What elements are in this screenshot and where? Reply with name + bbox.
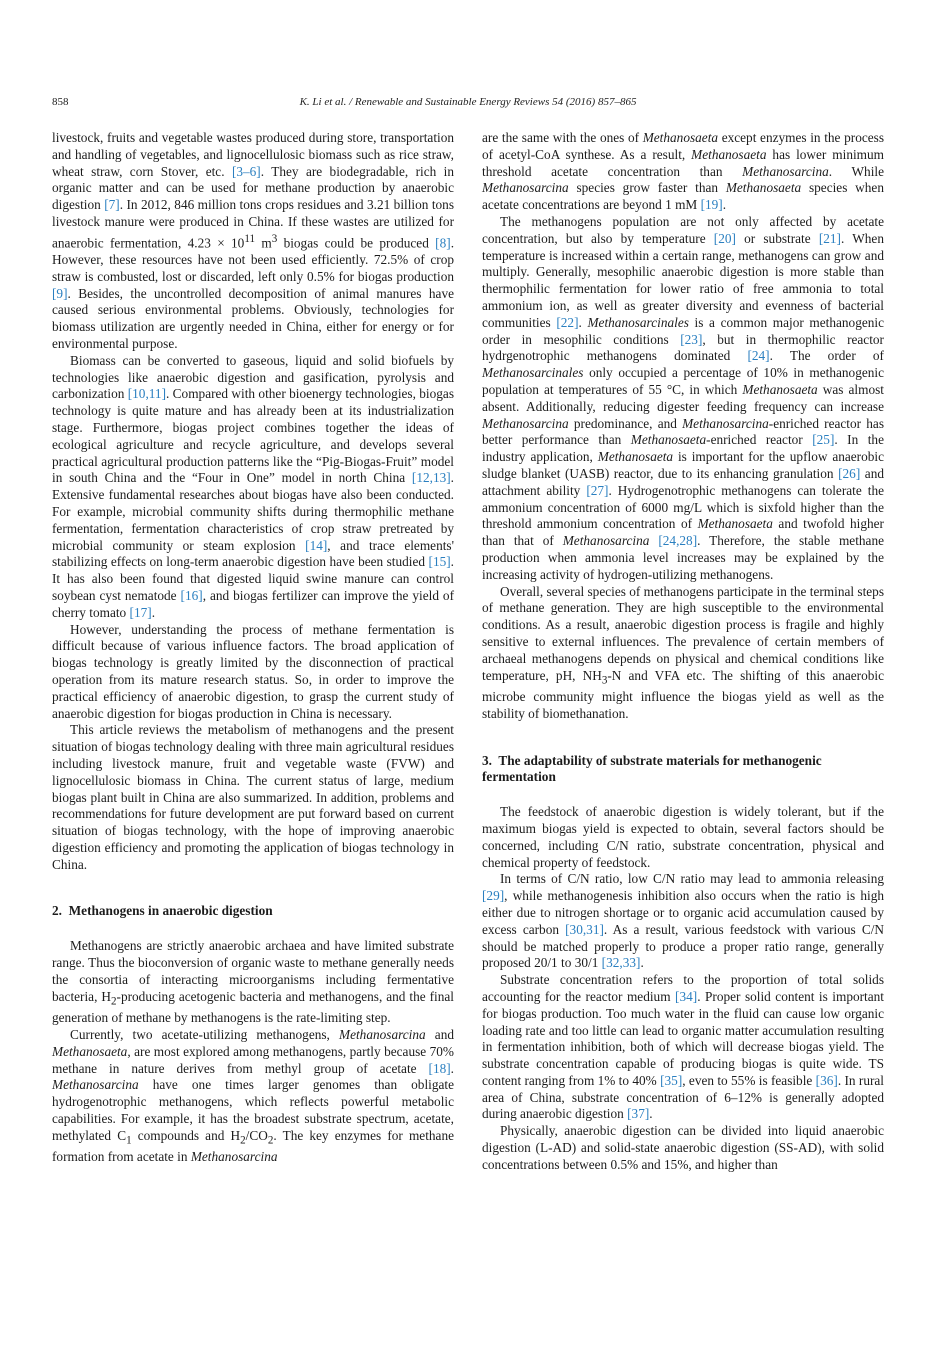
body-paragraph: Physically, anaerobic digestion can be divided into liquid anaerobic digestion (L-AD) and solid-state anaerobic digestion (SS-AD), with solid concentrations between 0.5% and 15%, and higher than (482, 1123, 884, 1172)
section-heading: 3. The adaptability of substrate materials for methanogenic fermentation (482, 752, 822, 785)
citation-link[interactable]: [24] (747, 348, 770, 364)
citation-link[interactable]: [3–6] (231, 163, 261, 179)
citation-link[interactable]: [23] (680, 331, 703, 347)
citation-link[interactable]: [8] (435, 235, 451, 251)
citation-link[interactable]: [29] (482, 888, 505, 904)
body-paragraph: The methanogens population are not only affected by acetate concentration, but also by temperature [20] or substrate [21]. When temperature is increased within a certain range, methanogens can grow and multiply. Generally, mesophilic anaerobic digestion is more stable than thermophilic fermentation for lower ratio of free ammonia to total ammonium ion, as well as greater diversity and evenness of bacterial communities [22]. Methanosarcinales is a common major methanogenic order in mesophilic conditions [23], but in thermophilic reactor hydrgenotrophic methanogens dominated [24]. The order of Methanosarcinales only occupied a percentage of 10% in methanogenic population at temperatures of 55 °C, in which Methanosaeta was almost absent. Additionally, reducing digester feeding frequency can increase Methanosarcina predominance, and Methanosarcina-enriched reactor has better performance than Methanosaeta-enriched reactor [25]. In the industry application, Methanosaeta is important for the upflow anaerobic sludge blanket (UASB) reactor, due to its enhancing granulation [26] and attachment ability [27]. Hydrogenotrophic methanogens can tolerate the ammonium concentration of 6000 mg/L which is sixfold higher than the threshold ammonium concentration of Methanosaeta and twofold higher than that of Methanosarcina [24,28]. Therefore, the stable methane production when ammonia level increases may be explained by the increasing activity of hydrogen-utilizing methanogens. (482, 213, 885, 582)
body-paragraph: are the same with the ones of Methanosaeta except enzymes in the process of acetyl-CoA synthese. As a result, Methanosaeta has lower minimum threshold acetate concentration than Methanosarcina. While Methanosarcina species grow faster than Methanosaeta species when acetate concentrations are beyond 1 mM [19]. (482, 130, 885, 213)
body-paragraph: In terms of C/N ratio, low C/N ratio may lead to ammonia releasing [29], while methanogenesis inhibition also occurs when the ratio is high either due to nitrogen shortage or to organic acid accumulation caused by excess carbon [30,31]. As a result, various feedstock with various C/N should be matched properly to produce a proper ratio range, generally proposed 20/1 to 30/1 [32,33]. (482, 871, 885, 971)
citation-link[interactable]: [34] (675, 988, 698, 1004)
section-heading: 2. Methanogens in anaerobic digestion (52, 903, 273, 919)
right-column (482, 130, 884, 1174)
citation-link[interactable]: [26] (838, 465, 861, 481)
citation-link[interactable]: [15] (428, 554, 451, 570)
citation-link[interactable]: [35] (660, 1072, 683, 1088)
citation-link[interactable]: [12,13] (411, 470, 451, 486)
body-paragraph: livestock, fruits and vegetable wastes produced during store, transportation and handling of vegetables, and lignocellulosic biomass such as rice straw, wheat straw, corn Stover, etc. [3–6]. They are biodegradable, rich in organic matter and can be used for methane production by anaerobic digestion [7]. In 2012, 846 million tons crops residues and 3.21 billion tons livestock manure were produced in China. If these wastes are utilized for anaerobic fermentation, $4.23 \times 10^{11}$ $m^3$ biogas could be produced [8]. However, these resources have not been used efficiently. 72.5% of crop straw is combusted, lost or discarded, left only 0.5% for biogas production [9]. Besides, the uncontrolled decomposition of animal manures have caused serious environmental problems. Obviously, technologies for biomass utilization are urgently needed in China, either for energy or for environmental purpose. (52, 130, 455, 351)
page-number: 858 (52, 96, 69, 108)
citation-link[interactable]: [7] (104, 197, 120, 213)
body-paragraph: However, understanding the process of methane fermentation is difficult because of various influence factors. The broad application of biogas technology is greatly limited by the disconnection of practical operation from its mature research status. So, in order to improve the practical efficiency of anaerobic digestion, to grasp the current study of anaerobic digestion for biogas production in China is necessary. (52, 621, 454, 721)
body-paragraph: Currently, two acetate-utilizing methanogens, Methanosarcina and Methanosaeta, are most explored among methanogens, partly because 70% methane in nature derives from methyl group of acetate [18]. Methanosarcina have one times larger genomes than obligate hydrogenotrophic methanogens, which reflects powerful metabolic capabilities. For example, it has the broadest substrate spectrum, acetate, methylated $C_1$ compounds and $H_2/CO_2$. The key enzymes for methane formation from acetate in Methanosarcina (52, 1026, 454, 1165)
citation-link[interactable]: [17] (129, 604, 152, 620)
left-column (52, 130, 454, 1166)
body-paragraph: This article reviews the metabolism of methanogens and the present situation of biogas technology dealing with three main agricultural residues including livestock manure, fruit and vegetable waste (FVW) and lignocellulosic biomass in China. The current status of large, medium biogas plant built in China are also summarized. In addition, problems and recommendations for future development are put forward based on current situation of biogas technology, with the hope of improving anaerobic digestion efficiency and promoting the application of biogas technology in China. (52, 722, 454, 872)
citation-link[interactable]: [24,28] (658, 533, 698, 549)
citation-link[interactable]: [37] (627, 1106, 650, 1122)
citation-link[interactable]: [30,31] (565, 921, 604, 937)
citation-link[interactable]: [14] (305, 537, 328, 553)
citation-link[interactable]: [19] (700, 197, 723, 213)
body-paragraph: Biomass can be converted to gaseous, liquid and solid biofuels by technologies like anaerobic digestion and gasification, pyrolysis and carbonization [10,11]. Compared with other bioenergy technologies, biogas technology is quite mature and has already been at its industrialization stage. Furthermore, biogas project combines together the ideas of ecological agriculture and recycle agriculture, and develops several practical agricultural production patterns like the “Pig-Biogas-Fruit” model in south China and the “Four in One” model in north China [12,13]. Extensive fundamental researches about biogas have also been conducted. For example, microbial community shifts during thermophilic methane fermentation, fermentation characteristics of crop straw pretreated by microbial community or steam explosion [14], and trace elements' stabilizing effects on long-term anaerobic digestion have been studied [15]. It has also been found that digested liquid swine manure can control soybean cyst nematode [16], and biogas fertilizer can improve the yield of cherry tomato [17]. (52, 352, 454, 620)
body-paragraph: Substrate concentration refers to the proportion of total solids accounting for the reactor medium [34]. Proper solid content is important for biogas production. Too much water in the fluid can cause low organic loading rate and too little can lead to organic matter accumulation resulting in fermentation inhibition, both of which will decrease biogas yield. The substrate concentration capable of producing biogas is quite wide. TS content ranging from 1% to 40% [35], even to 55% is feasible [36]. In rural area of China, substrate concentration of 6–12% is generally adopted during anaerobic digestion [37]. (482, 972, 884, 1122)
body-paragraph: The feedstock of anaerobic digestion is widely tolerant, but if the maximum biogas yield is expected to obtain, several factors should be concerned, including C/N ratio, substrate concentration, physical and chemical property of feedstock. (482, 804, 884, 870)
citation-link[interactable]: [20] (713, 230, 736, 246)
body-paragraph: Methanogens are strictly anaerobic archaea and have limited substrate range. Thus the bioconversion of organic waste to methane generally needs the consortia of interacting microorganisms including fermentative bacteria, $H_2$-producing acetogenic bacteria and methanogens, and the final generation of methane by methanogens is the rate-limiting step. (52, 938, 454, 1026)
citation-link[interactable]: [32,33] (601, 955, 641, 971)
citation-link[interactable]: [16] (180, 587, 203, 603)
citation-link[interactable]: [36] (815, 1072, 838, 1088)
citation-link[interactable]: [22] (556, 314, 579, 330)
citation-link[interactable]: [21] (818, 230, 841, 246)
citation-link[interactable]: [25] (812, 432, 835, 448)
citation-link[interactable]: [27] (586, 482, 609, 498)
journal-citation: K. Li et al. / Renewable and Sustainable Energy Reviews 54 (2016) 857–865 (299, 96, 637, 108)
running-head (52, 96, 884, 112)
citation-link[interactable]: [10,11] (127, 386, 166, 402)
body-paragraph: Overall, several species of methanogens participate in the terminal steps of methane generation. They are high susceptible to the environmental conditions. As a result, anaerobic digestion process is fragile and highly sensitive to external influences. The prevalence of certain members of archaeal methanogens depends on physical and chemical conditions like temperature, pH, $NH_3-N$ and VFA etc. The shifting of this anaerobic microbe community might influence the biogas yield as well as the stability of biomethanation. (482, 583, 884, 721)
citation-link[interactable]: [9] (52, 285, 68, 301)
citation-link[interactable]: [18] (428, 1060, 451, 1076)
